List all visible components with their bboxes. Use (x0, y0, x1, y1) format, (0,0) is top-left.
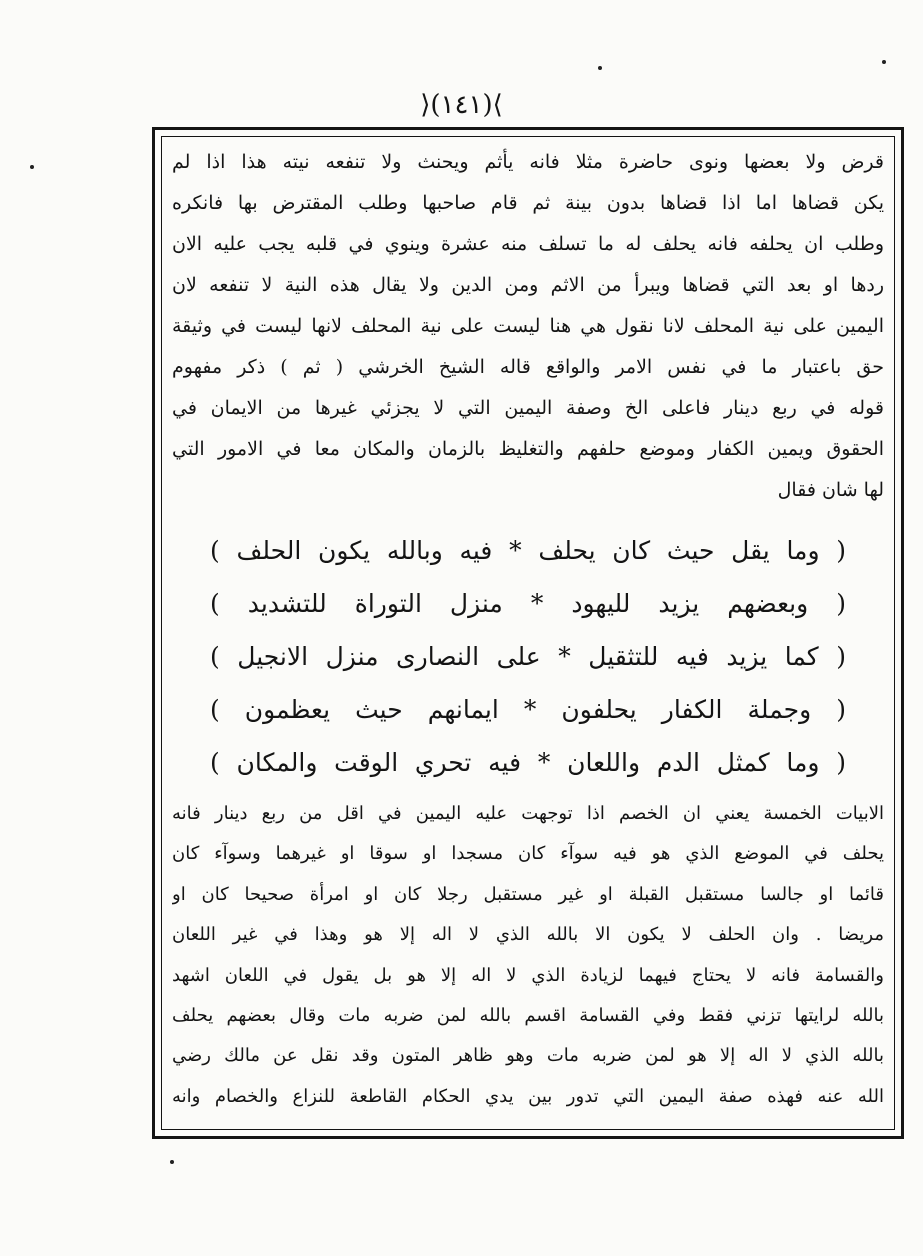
scan-speck (598, 66, 602, 70)
page-number (0, 88, 923, 122)
commentary-bottom (172, 794, 884, 1117)
prose-line: بالله الذي لا اله إلا هو لمن ضربه مات وهو ظاهر المتون وقد نقل عن مالك رضي (172, 1045, 884, 1067)
prose-line: قرض ولا بعضها ونوى حاضرة مثلا فانه يأثم ويحنث ولا تنفعه نيته هذا اذا لم (172, 151, 884, 173)
verse-line: ( وما يقل حيث كان يحلف * فيه وبالله يكون الحلف ) (210, 536, 846, 565)
prose-line: مريضا . وان الحلف لا يكون الا بالله الذي لا اله إلا هو وهذا في غير اللعان (172, 924, 884, 946)
prose-line: والقسامة فانه لا يحتاج فيهما لزيادة الذي لا اله إلا هو بل يقول في اللعان اشهد (172, 964, 884, 986)
prose-line: الله عنه فهذه صفة اليمين التي تدور بين يدي الحكام القاطعة للنزاع والخصام وانه (172, 1085, 884, 1107)
verse-line: ( وبعضهم يزيد لليهود * منزل التوراة للتشديد ) (210, 589, 846, 618)
page-number-ornament-left: )⟨ (420, 90, 441, 120)
verse-line: ( وما كمثل الدم واللعان * فيه تحري الوقت والمكان ) (210, 748, 846, 777)
scan-speck (882, 60, 886, 64)
prose-line: يحلف في الموضع الذي هو فيه سوآء كان مسجدا او سوقا او غيرهما وسوآء كان (172, 843, 884, 865)
prose-line: قائما او جالسا مستقبل القبلة او غير مستقبل رجلا كان او امرأة صحيحا كان او (172, 883, 884, 905)
prose-line: يكن قضاها اما اذا قضاها بدون بينة ثم قام صاحبها وطلب المقترض بها فانكره (172, 192, 884, 214)
prose-line: الحقوق ويمين الكفار وموضع حلفهم والتغليظ بالزمان والمكان معا في الامور التي (172, 438, 884, 460)
prose-line: بالله لرايتها تزني فقط وفي القسامة اقسم بالله لمن ضربه مات وقال بعضهم يحلف (172, 1004, 884, 1026)
prose-line: حق باعتبار ما في نفس الامر والواقع قاله الشيخ الخرشي ( ثم ) ذكر مفهوم (172, 356, 884, 378)
prose-line: لها شان فقال (777, 479, 884, 501)
page-number-ornament-right: ⟩( (482, 90, 503, 120)
prose-line: اليمين على نية المحلف لانا نقول هي هنا ليست على نية المحلف لانها ليست في وثيقة (172, 315, 884, 337)
prose-line: ردها او بعد التي قضاها ويبرأ من الاثم ومن الدين ولا يقال هذه النية لا تنفعه لان (172, 274, 884, 296)
scan-speck (170, 1160, 174, 1164)
verse-line: ( وجملة الكفار يحلفون * ايمانهم حيث يعظمون ) (210, 695, 846, 724)
scan-speck (30, 165, 34, 169)
verse-line: ( كما يزيد فيه للتثقيل * على النصارى منزل الانجيل ) (210, 642, 846, 671)
prose-line: قوله في ربع دينار فاعلى الخ وصفة اليمين التي لا يجزئي غيرها من الايمان في (172, 397, 884, 419)
commentary-top (172, 142, 884, 511)
page-number-value: ١٤١ (440, 90, 483, 120)
prose-line: الابيات الخمسة يعني ان الخصم اذا توجهت عليه اليمين في اقل من ربع دينار فانه (172, 803, 884, 824)
prose-line: وطلب ان يحلفه فانه يحلف له ما تسلف منه عشرة وينوي في قلبه يجب عليه الان (172, 233, 884, 255)
verse-block (210, 524, 846, 789)
